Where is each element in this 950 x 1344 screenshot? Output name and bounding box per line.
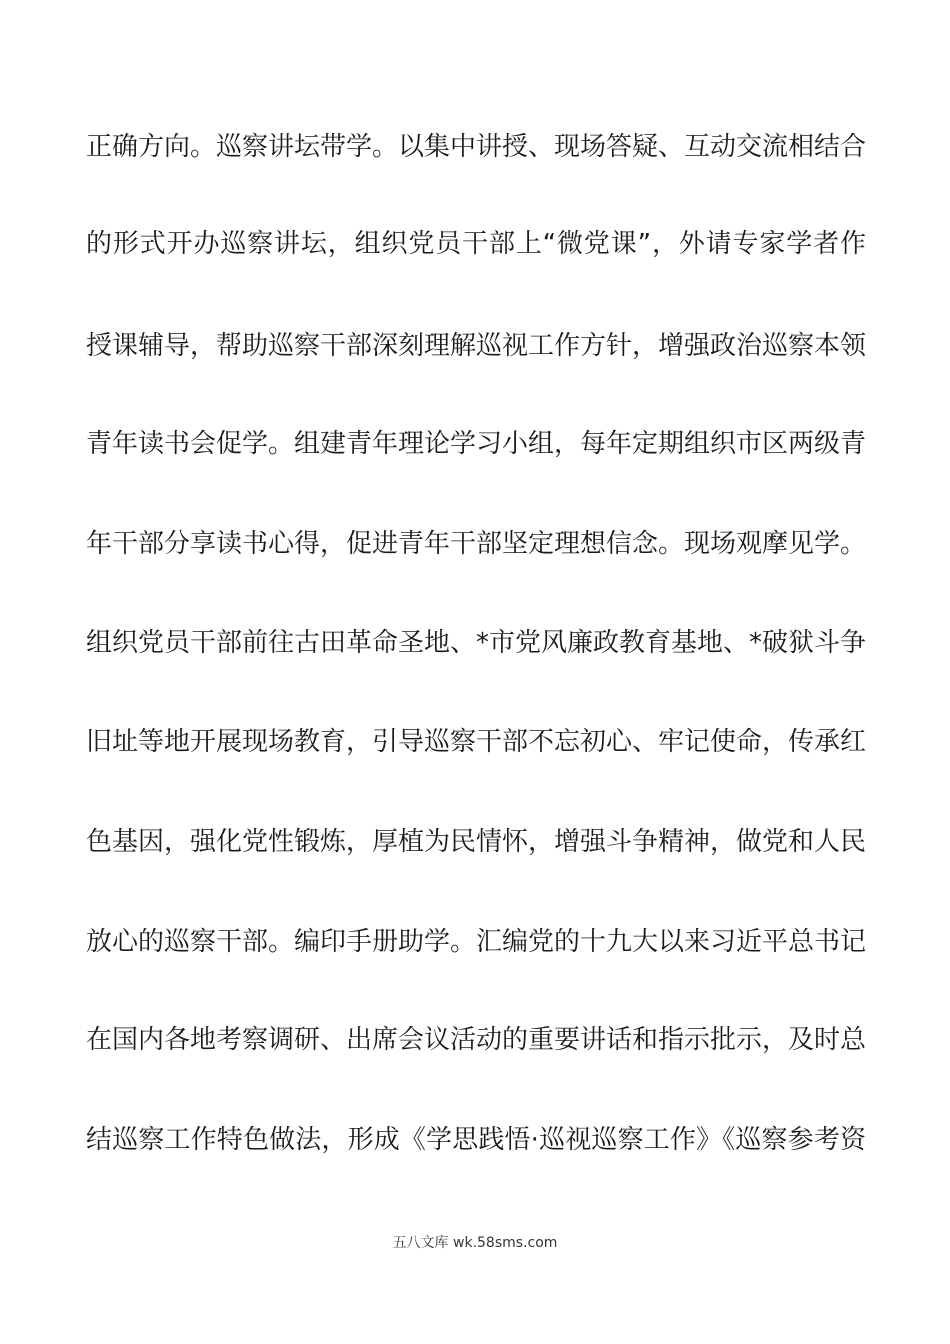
text-line: 年干部分享读书心得，促进青年干部坚定理想信念。现场观摩见学。 — [86, 529, 867, 559]
text-line: 授课辅导，帮助巡察干部深刻理解巡视工作方针，增强政治巡察本领 — [86, 331, 867, 361]
text-line: 放心的巡察干部。编印手册助学。汇编党的十九大以来习近平总书记 — [86, 927, 867, 957]
footer-watermark: 五八文库 wk.58sms.com — [392, 1235, 558, 1251]
text-line: 组织党员干部前往古田革命圣地、*市党风廉政教育基地、*破狱斗争 — [86, 628, 867, 658]
text-line: 正确方向。巡察讲坛带学。以集中讲授、现场答疑、互动交流相结合 — [86, 132, 867, 162]
text-line: 在国内各地考察调研、出席会议活动的重要讲话和指示批示，及时总 — [86, 1025, 867, 1055]
text-line: 色基因，强化党性锻炼，厚植为民情怀，增强斗争精神，做党和人民 — [86, 827, 867, 857]
text-line: 的形式开办巡察讲坛，组织党员干部上“微党课”，外请专家学者作 — [86, 229, 866, 259]
text-line: 旧址等地开展现场教育，引导巡察干部不忘初心、牢记使命，传承红 — [86, 727, 867, 757]
text-line: 结巡察工作特色做法，形成《学思践悟·巡视巡察工作》《巡察参考资 — [86, 1125, 866, 1155]
text-line: 青年读书会促学。组建青年理论学习小组，每年定期组织市区两级青 — [86, 429, 867, 459]
